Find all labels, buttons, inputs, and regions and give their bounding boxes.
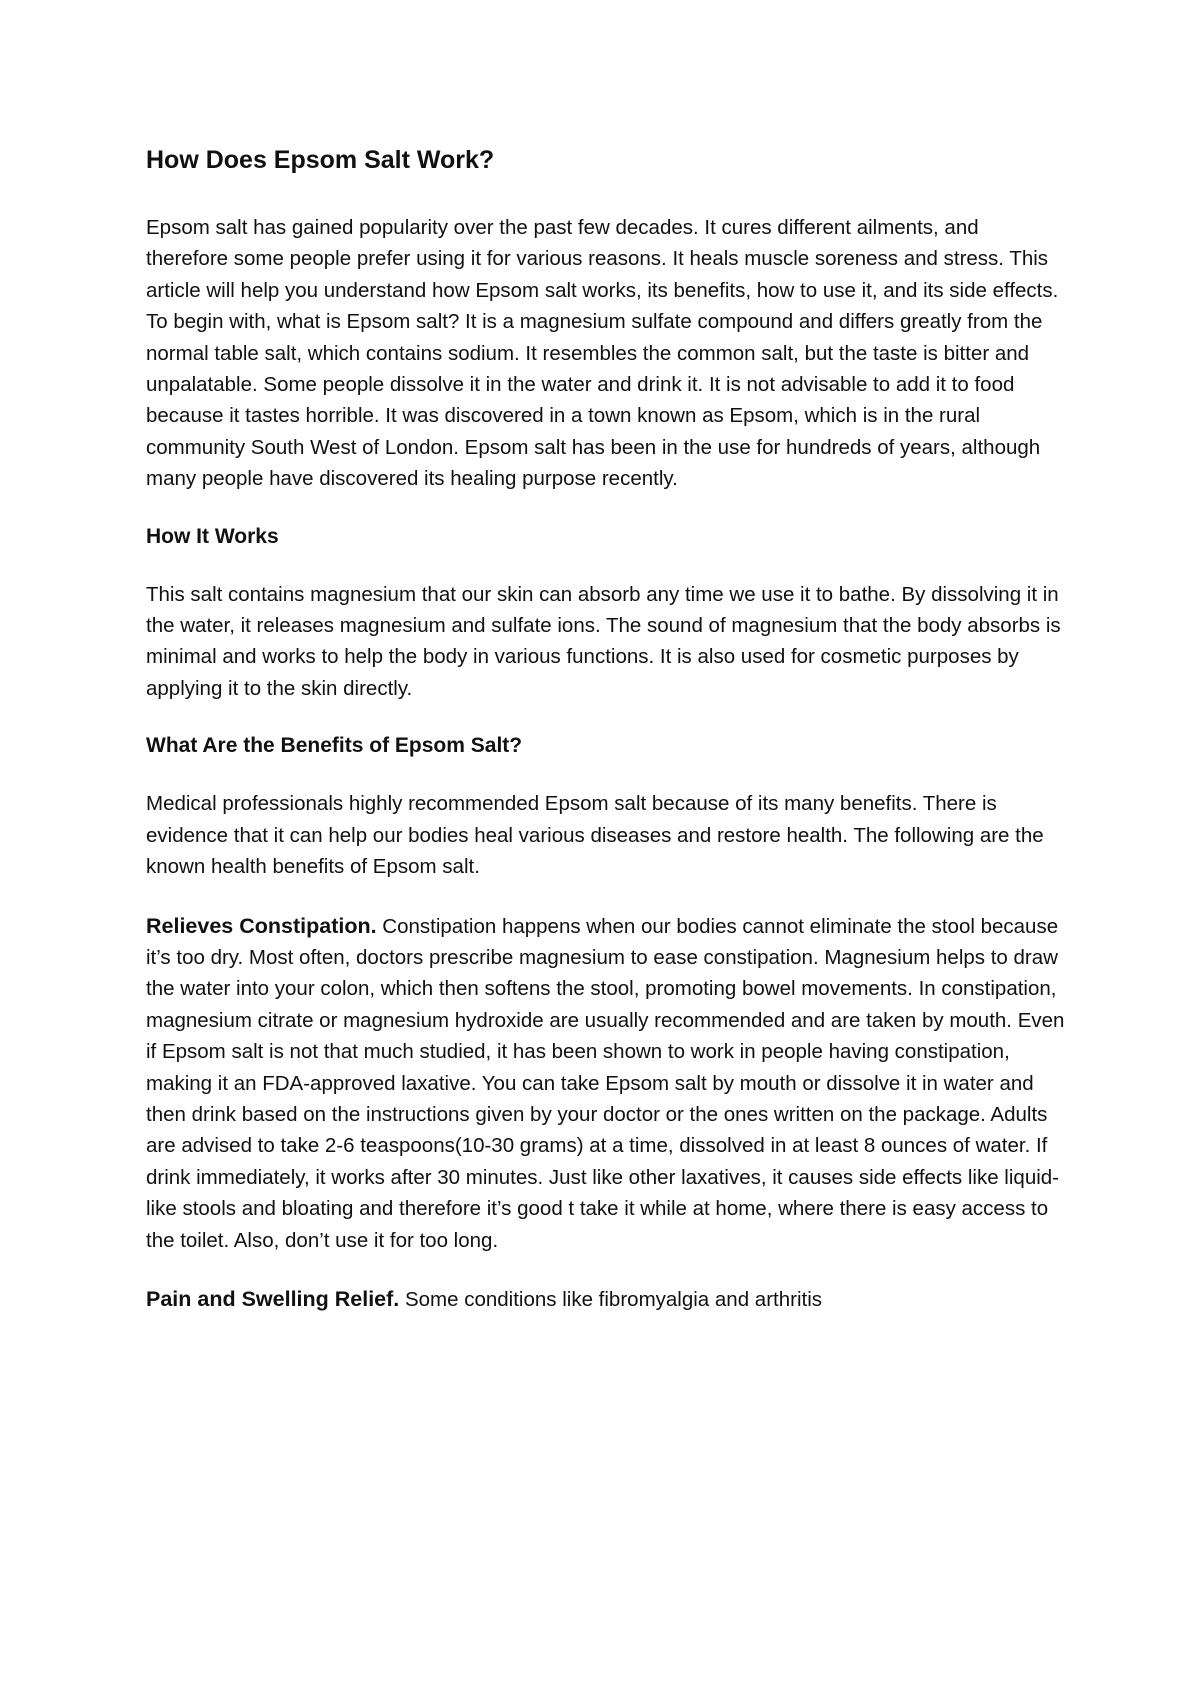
benefits-paragraph: Medical professionals highly recommended Epsom salt because of its many benefits. There is evidence that it can help our bodies heal various diseases and restore health. The following are the known health benefits of Epsom salt.	[146, 792, 1044, 879]
intro-paragraph: Epsom salt has gained popularity over the past few decades. It cures different ailments, and therefore some people prefer using it for various reasons. It heals muscle soreness and stress. This article will help you understand how Epsom salt works, its benefits, how to use it, and its side effects. To begin with, what is Epsom salt? It is a magnesium sulfate compound and differs greatly from the normal table salt, which contains sodium. It resembles the common salt, but the taste is bitter and unpalatable. Some people dissolve it in the water and drink it. It is not advisable to add it to food because it tastes horrible. It was discovered in a town known as Epsom, which is in the rural community South West of London. Epsom salt has been in the use for hundreds of years, although many people have discovered its healing purpose recently.	[146, 216, 1059, 491]
constipation-paragraph	[146, 911, 1066, 1256]
constipation-lead: Relieves Constipation.	[146, 913, 377, 938]
document-page	[146, 144, 1066, 1343]
pain-lead: Pain and Swelling Relief.	[146, 1286, 400, 1311]
constipation-body: Constipation happens when our bodies cannot eliminate the stool because it’s too dry. Most often, doctors prescribe magnesium to ease constipation. Magnesium helps to draw the water into your colon, which then softens the stool, promoting bowel movements. In constipation, magnesium citrate or magnesium hydroxide are usually recommended and are taken by mouth. Even if Epsom salt is not that much studied, it has been shown to work in people having constipation, making it an FDA-approved laxative. You can take Epsom salt by mouth or dissolve it in water and then drink based on the instructions given by your doctor or the ones written on the package. Adults are advised to take 2-6 teaspoons(10-30 grams) at a time, dissolved in at least 8 ounces of water. If drink immediately, it works after 30 minutes. Just like other laxatives, it causes side effects like liquid-like stools and bloating and therefore it’s good t take it while at home, where there is easy access to the toilet. Also, don’t use it for too long.	[146, 914, 1065, 1252]
section-heading-how-it-works: How It Works	[146, 524, 279, 548]
section-heading-benefits: What Are the Benefits of Epsom Salt?	[146, 734, 523, 758]
how-it-works-paragraph: This salt contains magnesium that our skin can absorb any time we use it to bathe. By dissolving it in the water, it releases magnesium and sulfate ions. The sound of magnesium that the body absorbs is minimal and works to help the body in various functions. It is also used for cosmetic purposes by applying it to the skin directly.	[146, 582, 1061, 700]
pain-body: Some conditions like fibromyalgia and arthritis	[399, 1287, 823, 1311]
page-title: How Does Epsom Salt Work?	[146, 146, 495, 174]
pain-paragraph	[146, 1284, 1066, 1315]
